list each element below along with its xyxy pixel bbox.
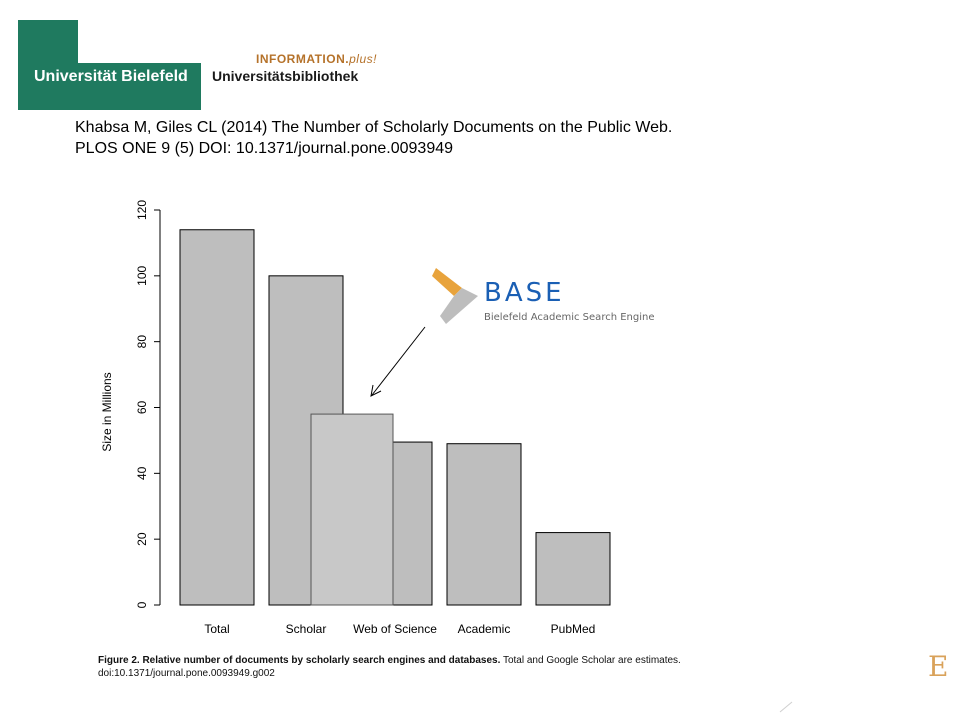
x-tick-label: PubMed (550, 622, 596, 636)
base-subtitle: Bielefeld Academic Search Engine (484, 312, 655, 323)
base-overlay-bar (311, 414, 393, 605)
base-chevron-icon (432, 266, 482, 326)
info-brand-text: INFORMATION. (256, 52, 350, 66)
caption-line-1 (98, 654, 681, 667)
corner-decoration: Ε (928, 650, 949, 683)
y-tick-label: 100 (135, 265, 149, 286)
caption-doi: doi:10.1371/journal.pone.0093949.g002 (98, 668, 275, 679)
y-tick-label: 120 (135, 199, 149, 221)
base-word: BASE (484, 278, 565, 308)
x-tick-label: Academic (457, 622, 511, 636)
y-axis-label: Size in Millions (100, 372, 114, 452)
info-plus-text: plus! (349, 52, 377, 66)
x-tick-label: Total (204, 622, 230, 636)
citation-line-2: PLOS ONE 9 (5) DOI: 10.1371/journal.pone.0093949 (75, 140, 454, 157)
caption-rest: Total and Google Scholar are estimates. (500, 655, 681, 666)
bar-total (180, 230, 254, 605)
y-tick-label: 20 (135, 532, 149, 546)
university-name: Universität Bielefeld (34, 68, 188, 85)
y-tick-label: 0 (135, 601, 149, 609)
y-tick-label: 40 (135, 466, 149, 481)
x-axis-labels (204, 622, 595, 636)
y-tick-label: 60 (135, 400, 149, 415)
base-logo (432, 266, 672, 332)
y-axis (135, 200, 160, 609)
bar-pubmed (536, 533, 610, 605)
caption-bold: Figure 2. Relative number of documents by scholarly search engines and databases. (98, 655, 501, 666)
x-tick-label: Web of Science (353, 622, 437, 636)
citation-line-1: Khabsa M, Giles CL (2014) The Number of Scholarly Documents on the Public Web. (75, 119, 673, 136)
library-name: Universitätsbibliothek (212, 68, 359, 84)
decorative-stroke (780, 702, 792, 712)
y-tick-label: 80 (135, 334, 149, 349)
figure-caption (98, 654, 681, 680)
base-arrow-line (372, 327, 425, 395)
bar-academic (447, 444, 521, 605)
x-tick-label: Scholar (285, 622, 327, 636)
